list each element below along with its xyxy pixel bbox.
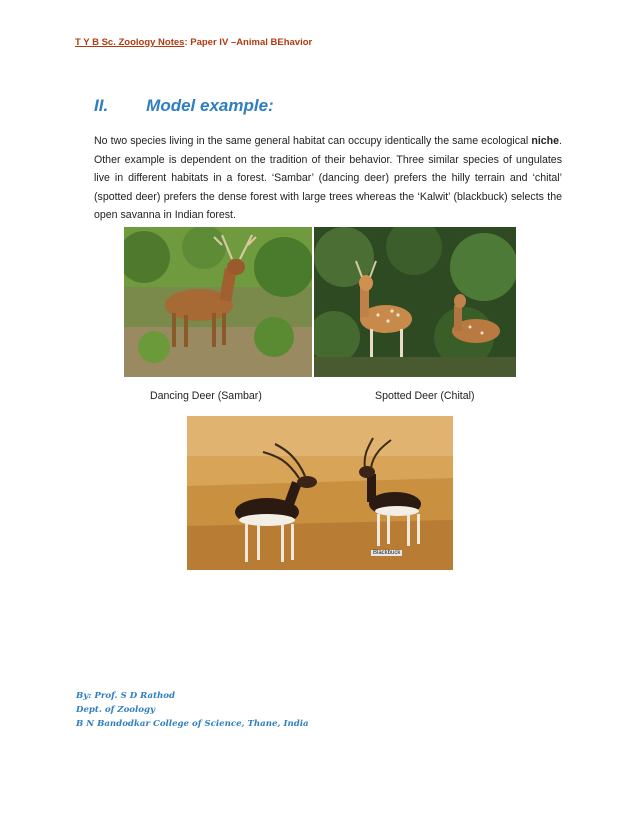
header-course: T Y B Sc. Zoology Notes	[75, 37, 185, 48]
footer-author: By: Prof. S D Rathod	[76, 691, 176, 701]
blackbuck-photo-label: Blackbuck	[373, 550, 401, 556]
blackbuck-photo	[187, 416, 453, 570]
paragraph-bold-word: niche	[531, 135, 560, 147]
footer-college: B N Bandodkar College of Science, Thane, India	[76, 719, 309, 729]
body-paragraph	[94, 132, 562, 225]
section-number: II.	[94, 96, 109, 115]
page-header	[75, 37, 312, 48]
sambar-caption: Dancing Deer (Sambar)	[150, 390, 262, 402]
chital-caption: Spotted Deer (Chital)	[375, 390, 475, 402]
section-title: Model example:	[146, 96, 274, 115]
paragraph-text-before: No two species living in the same general habitat can occupy identically the same ecological	[94, 135, 532, 147]
footer-department: Dept. of Zoology	[76, 705, 156, 715]
header-paper: : Paper IV –Animal BEhavior	[184, 37, 313, 48]
sambar-photo	[124, 227, 312, 377]
section-heading	[94, 96, 274, 116]
paragraph-text-after: . Other example is dependent on the tradition of their behavior. Three similar species of ungulates live in different habitats in a forest. ‘Sambar’ (dancing deer) prefers the hilly terrain and ‘chital’ (spotted deer) prefers the dense forest with large trees whereas the ‘Kalwit’ (blackbuck) selects the open savanna in Indian forest.	[94, 135, 562, 221]
chital-photo	[314, 227, 516, 377]
page-footer	[76, 689, 309, 731]
